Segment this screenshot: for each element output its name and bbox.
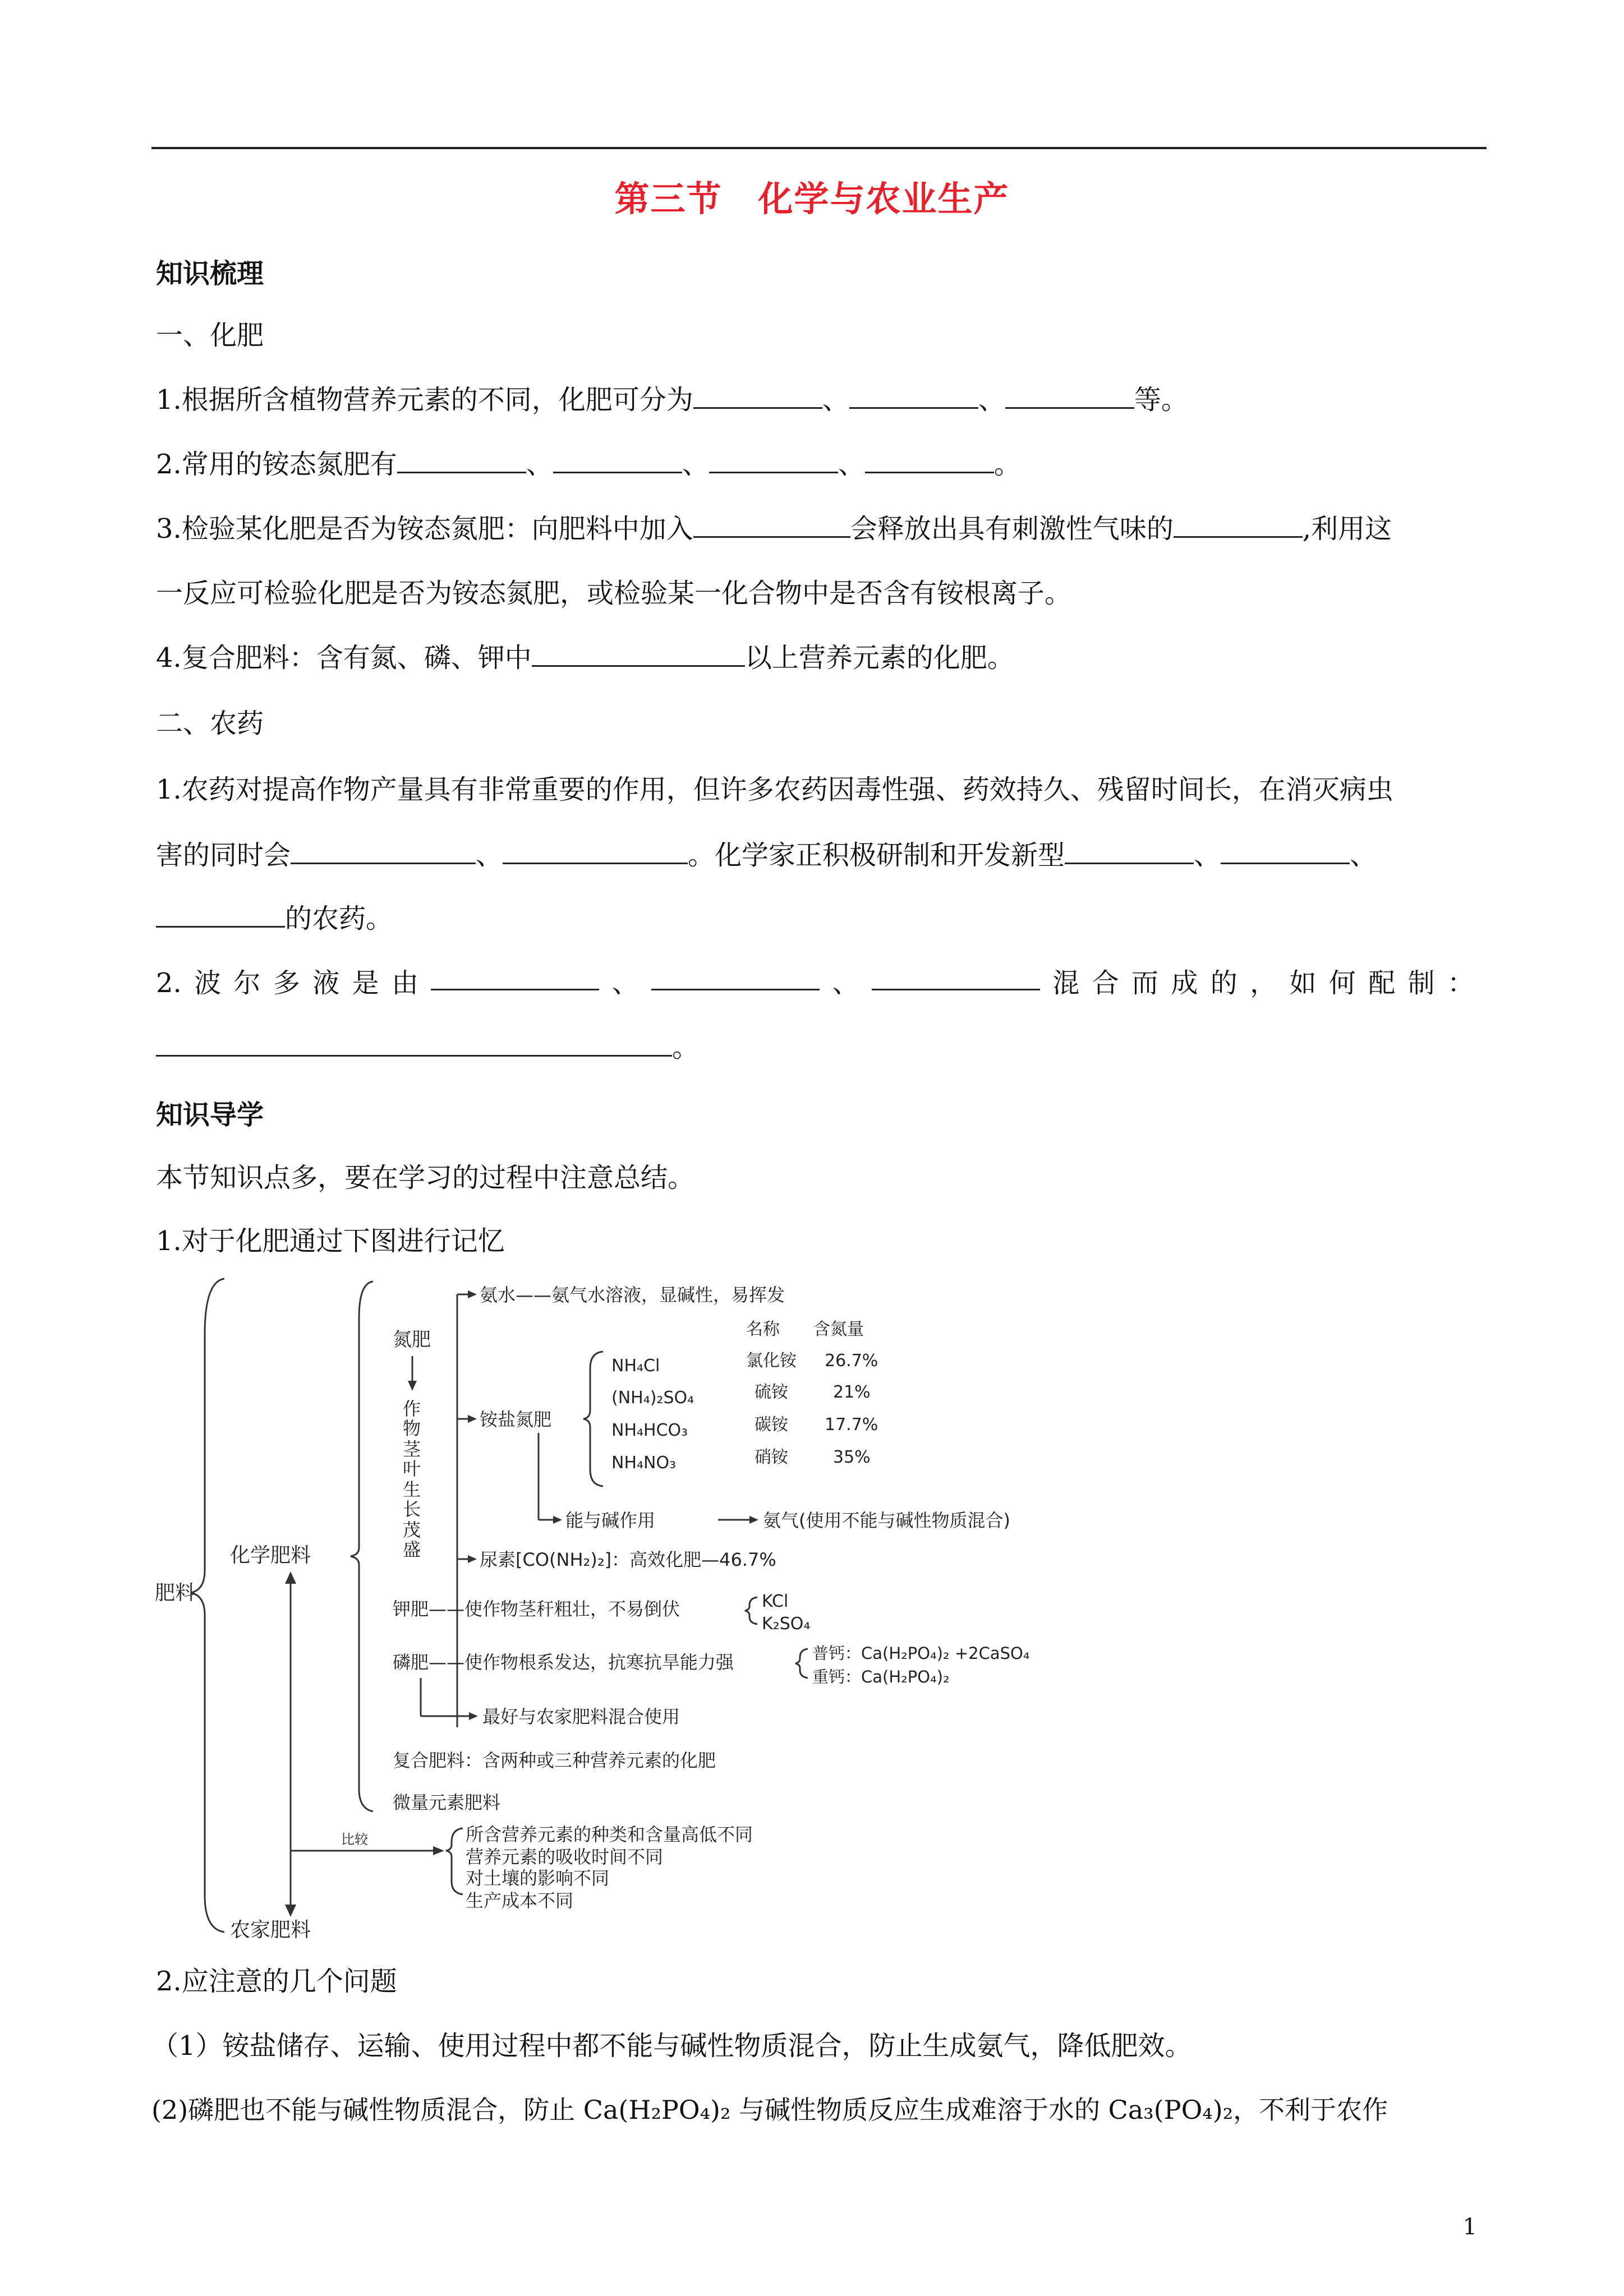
- chem-brace: [351, 1281, 373, 1811]
- blank: [1005, 386, 1134, 409]
- ammonium-salts-label: 铵盐氮肥: [480, 1409, 552, 1430]
- chem-fertilizer-label: 化学肥料: [230, 1544, 311, 1567]
- formula: NH₄NO₃: [611, 1453, 677, 1473]
- diff-brace: [446, 1828, 463, 1894]
- compound-name: 硝铵: [755, 1447, 788, 1467]
- effect-char: 盛: [403, 1539, 421, 1560]
- item-1: 1.对于化肥通过下图进行记忆: [156, 1225, 505, 1257]
- col-name-header: 名称: [746, 1320, 780, 1339]
- page-number: 1: [1462, 2214, 1477, 2240]
- blank: [291, 841, 476, 864]
- difference-item: 营养元素的吸收时间不同: [466, 1846, 664, 1868]
- heading-knowledge-review: 知识梳理: [156, 258, 264, 289]
- pesticide-1-line-3: 的农药。: [156, 903, 393, 935]
- arrow-right-icon: [749, 1516, 758, 1524]
- col-content-header: 含氮量: [813, 1320, 864, 1339]
- salts-brace: [583, 1352, 603, 1486]
- page-title: 第三节 化学与农业生产: [614, 178, 1010, 219]
- blank: [693, 515, 850, 538]
- urea-text: 尿素[CO(NH₂)₂]：高效化肥—46.7%: [480, 1549, 776, 1570]
- compound-fertilizer-text: 复合肥料：含两种或三种营养元素的化肥: [393, 1750, 716, 1771]
- blank: [553, 450, 682, 473]
- blank: [1221, 841, 1350, 864]
- blank: [1174, 515, 1303, 538]
- effect-char: 叶: [403, 1458, 421, 1479]
- p-mix-text: 最好与农家肥料混合使用: [482, 1706, 680, 1727]
- blank: [397, 450, 526, 473]
- react-alkali-text: 能与碱作用: [565, 1510, 656, 1531]
- difference-item: 生产成本不同: [466, 1890, 574, 1911]
- blank: [156, 1034, 672, 1057]
- section-pesticide: 二、农药: [156, 708, 264, 739]
- arrow-up-icon: [285, 1571, 296, 1584]
- compound-name: 硫铵: [755, 1382, 788, 1402]
- k-brace: [745, 1597, 757, 1624]
- ammonia-warning-text: 氨气(使用不能与碱性物质混合): [763, 1510, 1010, 1531]
- p-brace: [795, 1649, 808, 1678]
- blank: [849, 386, 978, 409]
- blank: [865, 450, 994, 473]
- differences-list: [466, 1824, 753, 1911]
- k-formula: KCl: [762, 1592, 789, 1611]
- heading-guided-learning: 知识导学: [156, 1099, 264, 1131]
- arrow-right-icon: [468, 1290, 477, 1298]
- pesticide-2-line-2: 。: [156, 1032, 699, 1064]
- nitrogen-percent: 21%: [833, 1382, 871, 1402]
- blank: [709, 450, 838, 473]
- blank: [872, 967, 1040, 990]
- blank: [1065, 841, 1194, 864]
- nitrogen-percent: 26.7%: [825, 1351, 878, 1371]
- formula: NH₄HCO₃: [611, 1421, 688, 1440]
- phosphorus-text: 磷肥——使作物根系发达，抗寒抗旱能力强: [393, 1652, 734, 1673]
- arrow-down-icon: [285, 1905, 296, 1917]
- item-2: 2.应注意的几个问题: [156, 1966, 397, 1997]
- effect-char: 茎: [403, 1439, 421, 1460]
- formula: NH₄Cl: [611, 1356, 660, 1376]
- note-2: (2)磷肥也不能与碱性物质混合，防止 Ca(H₂PO₄)₂ 与碱性物质反应生成难溶于水的 Ca₃(PO₄)₂，不利于农作: [151, 2095, 1388, 2125]
- pesticide-1-line-1: 1.农药对提高作物产量具有非常重要的作用，但许多农药因毒性强、药效持久、残留时间长，在消灭病虫: [156, 774, 1393, 805]
- formula: (NH₄)₂SO₄: [611, 1388, 694, 1408]
- compound-name: 碳铵: [755, 1415, 788, 1435]
- blank: [532, 644, 745, 667]
- nitrogen-percent: 35%: [833, 1447, 871, 1467]
- compare-label: 比较: [341, 1832, 368, 1847]
- question-2: 2.常用的铵态氮肥有 、 、 、 。: [156, 449, 1021, 480]
- arrow-right-icon: [468, 1415, 477, 1423]
- k-formula: K₂SO₄: [762, 1614, 811, 1634]
- compound-name: 氯化铵: [746, 1351, 797, 1371]
- nitrogen-effect: [403, 1398, 422, 1560]
- blank: [431, 967, 599, 990]
- intro-text: 本节知识点多，要在学习的过程中注意总结。: [156, 1162, 695, 1193]
- farm-fertilizer-label: 农家肥料: [230, 1919, 311, 1942]
- arrow-right-icon: [469, 1712, 478, 1720]
- question-3-line-1: 3.检验某化肥是否为铵态氮肥：向肥料中加入 会释放出具有刺激性气味的 ,利用这: [156, 513, 1392, 545]
- top-rule: [151, 147, 1487, 149]
- potassium-text: 钾肥——使作物茎秆粗壮，不易倒伏: [393, 1598, 680, 1620]
- ammonia-water-text: 氨水——氨气水溶液，显碱性，易挥发: [480, 1284, 785, 1306]
- effect-char: 生: [403, 1479, 421, 1500]
- root-label: 肥料: [155, 1582, 196, 1605]
- blank: [651, 967, 820, 990]
- trace-fertilizer-text: 微量元素肥料: [393, 1792, 501, 1813]
- effect-char: 长: [403, 1499, 421, 1520]
- section-fertilizer: 一、化肥: [156, 320, 264, 351]
- root-brace: [191, 1279, 224, 1932]
- difference-item: 对土壤的影响不同: [466, 1868, 610, 1889]
- blank: [503, 841, 688, 864]
- ammonium-salts-table: [611, 1351, 878, 1473]
- effect-char: 作: [403, 1398, 421, 1419]
- blank: [156, 905, 285, 928]
- question-3-line-2: 一反应可检验化肥是否为铵态氮肥，或检验某一化合物中是否含有铵根离子。: [156, 578, 1072, 609]
- nitrogen-percent: 17.7%: [825, 1415, 878, 1435]
- p-item: 重钙：Ca(H₂PO₄)₂: [812, 1667, 950, 1686]
- effect-char: 物: [403, 1418, 421, 1439]
- difference-item: 所含营养元素的种类和含量高低不同: [466, 1824, 753, 1845]
- nitrogen-fertilizer-label: 氮肥: [393, 1329, 431, 1351]
- fertilizer-mind-map: [151, 1256, 1150, 1946]
- arrow-right-icon: [553, 1516, 562, 1524]
- arrow-down-icon: [408, 1381, 417, 1391]
- question-1: 1.根据所含植物营养元素的不同，化肥可分为 、 、 等。: [156, 384, 1188, 416]
- blank: [693, 386, 822, 409]
- p-item: 普钙：Ca(H₂PO₄)₂ +2CaSO₄: [812, 1644, 1030, 1663]
- arrow-right-icon: [433, 1846, 444, 1855]
- question-4: 4.复合肥料：含有氮、磷、钾中 以上营养元素的化肥。: [156, 642, 1014, 674]
- pesticide-1-line-2: 害的同时会 、 。化学家正积极研制和开发新型 、 、: [156, 840, 1377, 871]
- pesticide-2-line-1: 2. 波 尔 多 液 是 由 、 、 混 合 而 成 的 ， 如 何 配 制 ：: [156, 967, 1474, 999]
- note-1: （1）铵盐储存、运输、使用过程中都不能与碱性物质混合，防止生成氨气，降低肥效。: [151, 2030, 1192, 2062]
- arrow-right-icon: [468, 1555, 477, 1563]
- effect-char: 茂: [403, 1519, 421, 1541]
